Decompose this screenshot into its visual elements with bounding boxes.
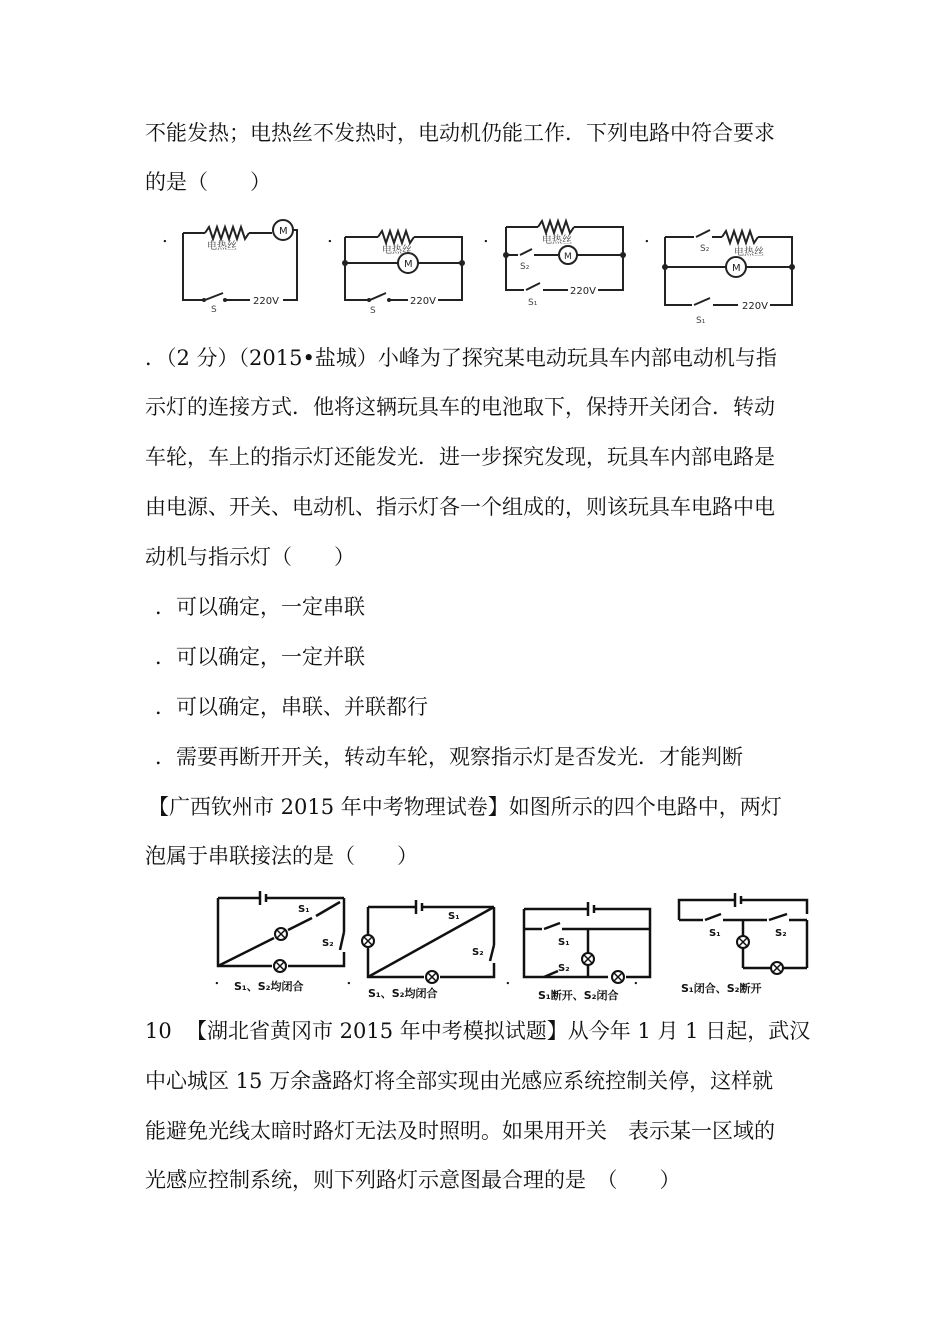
svg-text:S₂: S₂ <box>520 262 530 272</box>
svg-text:M: M <box>404 259 413 270</box>
svg-text:S₁闭合、S₂断开: S₁闭合、S₂断开 <box>681 982 762 995</box>
option-dot: . <box>505 968 511 989</box>
option-dot: . <box>644 226 650 247</box>
svg-text:S₁: S₁ <box>298 904 310 915</box>
svg-text:S₂: S₂ <box>558 963 570 974</box>
circuit-figure-series-c <box>518 895 660 1005</box>
q10-number: 10 <box>145 1019 172 1043</box>
q9-line-4: 由电源、开关、电动机、指示灯各一个组成的，则该玩具车电路中电 <box>145 495 775 519</box>
q10-line-2: 中心城区 15 万余盏路灯将全部实现由光感应系统控制关停，这样就 <box>145 1069 774 1093</box>
svg-text:M: M <box>279 226 288 237</box>
q9-line-1: ．（2 分）（2015•盐城）小峰为了探究某电动玩具车内部电动机与指 <box>145 346 777 370</box>
option-dot: . <box>346 968 352 989</box>
svg-text:M: M <box>564 252 572 262</box>
svg-text:220V: 220V <box>742 301 768 312</box>
svg-text:S₁: S₁ <box>448 911 460 922</box>
q9-line-5: 动机与指示灯（ ） <box>145 545 355 569</box>
circuit-figure-series-d <box>675 888 815 1000</box>
q8-line-2: 的是（ ） <box>145 170 271 194</box>
svg-text:S₂: S₂ <box>775 928 787 939</box>
svg-text:S₂: S₂ <box>700 244 710 254</box>
guangxi-line-1: 【广西钦州市 2015 年中考物理试卷】如图所示的四个电路中，两灯 <box>148 795 782 819</box>
guangxi-line-2: 泡属于串联接法的是（ ） <box>145 844 418 868</box>
svg-text:S₁: S₁ <box>709 928 721 939</box>
q9-line-3: 车轮，车上的指示灯还能发光．进一步探究发现，玩具车内部电路是 <box>145 445 775 469</box>
svg-text:S₂: S₂ <box>322 938 334 949</box>
svg-text:S₁: S₁ <box>696 316 706 326</box>
q9-option-a: ．可以确定，一定串联 <box>155 595 365 619</box>
option-dot: . <box>483 226 489 247</box>
svg-text:电热丝: 电热丝 <box>542 235 572 246</box>
svg-text:S₁: S₁ <box>528 298 538 308</box>
circuit-figure-series-a <box>212 888 354 998</box>
circuit-figure-c <box>498 215 633 315</box>
svg-text:220V: 220V <box>410 296 436 307</box>
svg-text:M: M <box>732 263 741 274</box>
circuit-figure-a <box>175 215 310 315</box>
svg-text:220V: 220V <box>570 286 596 297</box>
option-dot: . <box>214 968 220 989</box>
q9-line-2: 示灯的连接方式．他将这辆玩具车的电池取下，保持开关闭合．转动 <box>145 395 775 419</box>
q10-line-1: 【湖北省黄冈市 2015 年中考模拟试题】从今年 1 月 1 日起，武汉 <box>186 1019 811 1043</box>
q9-option-d: ．需要再断开开关，转动车轮，观察指示灯是否发光．才能判断 <box>155 745 743 769</box>
circuit-figure-d <box>660 215 805 330</box>
svg-text:S: S <box>370 306 376 315</box>
svg-text:S₁断开、S₂闭合: S₁断开、S₂闭合 <box>538 989 619 1002</box>
circuit-figure-series-b <box>360 895 502 1005</box>
svg-text:S₁、S₂均闭合: S₁、S₂均闭合 <box>368 987 438 1000</box>
svg-text:S₂: S₂ <box>472 947 484 958</box>
svg-text:电热丝: 电热丝 <box>382 245 412 256</box>
q10-line-4: 光感应控制系统，则下列路灯示意图最合理的是 （ ） <box>145 1168 681 1192</box>
option-dot: . <box>327 226 333 247</box>
option-dot: . <box>162 226 168 247</box>
q9-option-c: ．可以确定，串联、并联都行 <box>155 695 428 719</box>
svg-text:220V: 220V <box>253 296 279 307</box>
q9-option-b: ．可以确定，一定并联 <box>155 645 365 669</box>
svg-text:S₁: S₁ <box>558 937 570 948</box>
svg-text:电热丝: 电热丝 <box>734 247 764 258</box>
q8-line-1: 不能发热；电热丝不发热时，电动机仍能工作．下列电路中符合要求 <box>145 121 775 145</box>
svg-text:S: S <box>211 305 217 315</box>
q10-line-3: 能避免光线太暗时路灯无法及时照明。如果用开关 表示某一区域的 <box>145 1119 775 1143</box>
circuit-figure-b <box>340 215 470 315</box>
svg-text:电热丝: 电热丝 <box>207 241 237 252</box>
option-dot: . <box>633 968 639 989</box>
svg-text:S₁、S₂均闭合: S₁、S₂均闭合 <box>234 980 304 993</box>
